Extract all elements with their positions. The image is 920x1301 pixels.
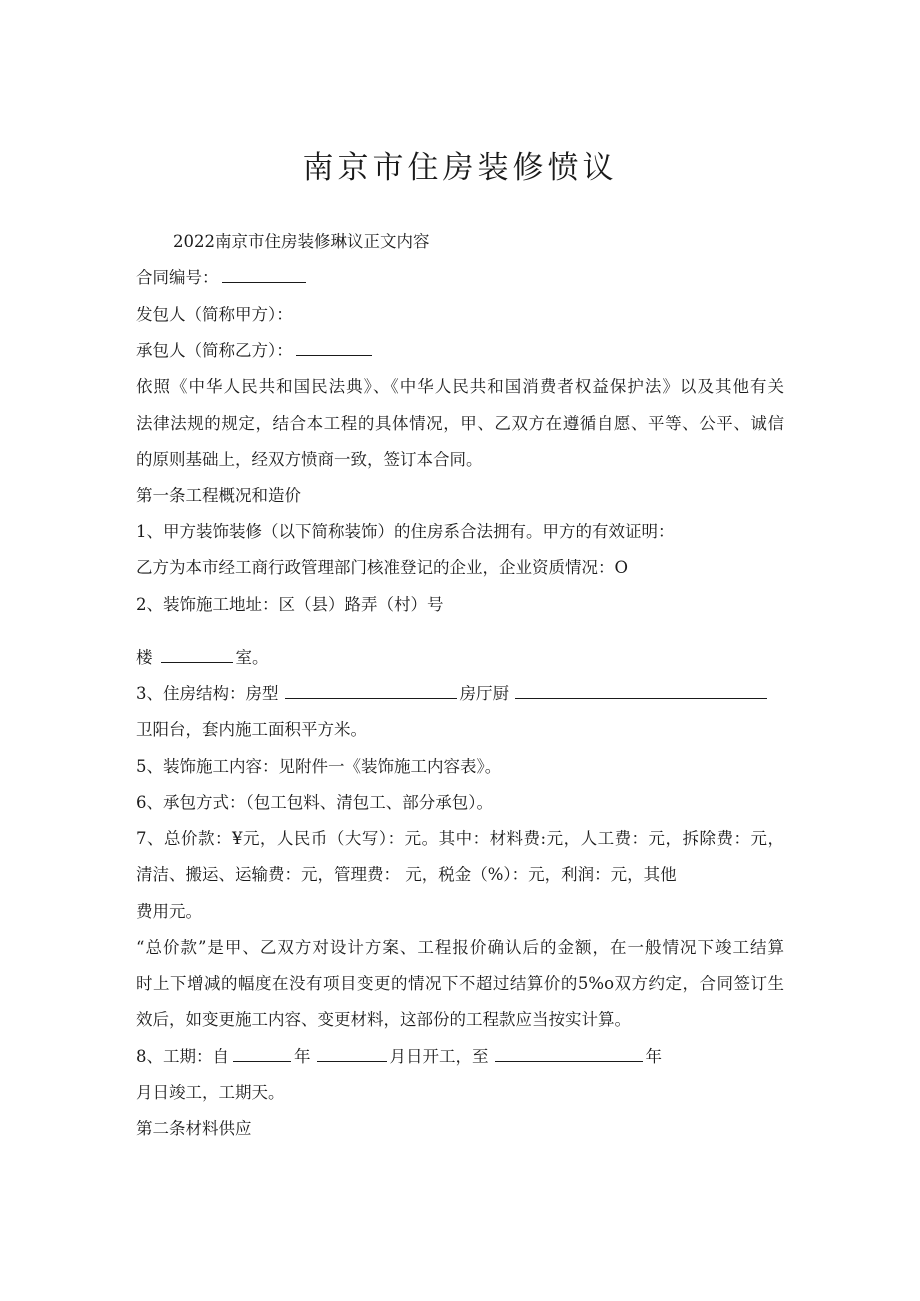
item-5: 5、装饰施工内容：见附件一《装饰施工内容表》。 [136, 757, 502, 776]
party-b-line [136, 340, 375, 362]
party-b-label: 承包人（简称乙方）： [136, 341, 293, 360]
kitchen-blank [515, 684, 767, 699]
end-year-blank [495, 1047, 643, 1062]
item-3-label: 3、住房结构：房型 [136, 684, 279, 703]
article-1-heading: 第一条工程概况和造价 [136, 486, 301, 505]
end-year-label: 年 [645, 1047, 662, 1066]
document-title: 南京市住房装修愤议 [302, 150, 618, 186]
item-7-line-3: 费用元。 [136, 902, 202, 921]
item-1: 1、甲方装饰装修（以下简称装饰）的住房系合法拥有。甲方的有效证明： [136, 522, 675, 541]
item-1-qualification: 乙方为本市经工商行政管理部门核准登记的企业，企业资质情况：O [136, 558, 629, 577]
item-7-line-2: 清洁、搬运、运输费：元，管理费： 元，税金（%）：元，利润：元，其他 [136, 865, 677, 884]
building-label: 楼 [136, 648, 153, 667]
document-subtitle: 2022南京市住房装修琳议正文内容 [173, 232, 430, 251]
item-6: 6、承包方式：（包工包料、清包工、部分承包）。 [136, 793, 493, 812]
intro-line-3: 的原则基础上，经双方愤商一致，签订本合同。 [136, 450, 483, 469]
start-year-label: 年 [294, 1047, 311, 1066]
start-year-blank [233, 1047, 291, 1062]
intro-line-1: 依照《中华人民共和国民法典》、《中华人民共和国消费者权益保护法》以及其他有关 [136, 377, 784, 396]
party-b-blank [296, 341, 372, 356]
item-8-label: 8、工期：自 [136, 1047, 229, 1066]
room-label: 室。 [235, 648, 269, 667]
item-8 [136, 1046, 662, 1068]
item-8-mid: 月日开工，至 [389, 1047, 489, 1066]
note-line-2: 时上下增减的幅度在没有项目变更的情况下不超过结算价的5%o双方约定，合同签订生 [136, 974, 784, 993]
intro-line-2: 法律法规的规定，结合本工程的具体情况，甲、乙双方在遵循自愿、平等、公平、诚信 [136, 414, 784, 433]
item-7-line-1: 7、总价款：¥元，人民币（大写）：元。其中：材料费:元，人工费：元，拆除费：元， [136, 829, 784, 848]
article-2-heading: 第二条材料供应 [136, 1119, 252, 1138]
contract-number-label: 合同编号： [136, 268, 219, 287]
party-a-line: 发包人（简称甲方）： [136, 305, 293, 324]
item-3 [136, 683, 770, 705]
item-3-area: 卫阳台，套内施工面积平方米。 [136, 720, 367, 739]
item-3-mid: 房厅厨 [459, 684, 509, 703]
item-2: 2、装饰施工地址：区（县）路弄（村）号 [136, 595, 444, 614]
note-line-1: “总价款”是甲、乙双方对设计方案、工程报价确认后的金额，在一般情况下竣工结算 [136, 938, 784, 957]
house-type-blank [285, 684, 457, 699]
start-month-blank [317, 1047, 387, 1062]
note-line-3: 效后，如变更施工内容、变更材料，这部份的工程款应当按实计算。 [136, 1010, 631, 1029]
room-blank [161, 648, 233, 663]
contract-number-line [136, 267, 309, 289]
contract-number-blank [222, 268, 306, 283]
item-8-completion: 月日竣工，工期天。 [136, 1083, 285, 1102]
item-2-room-line [136, 647, 269, 669]
